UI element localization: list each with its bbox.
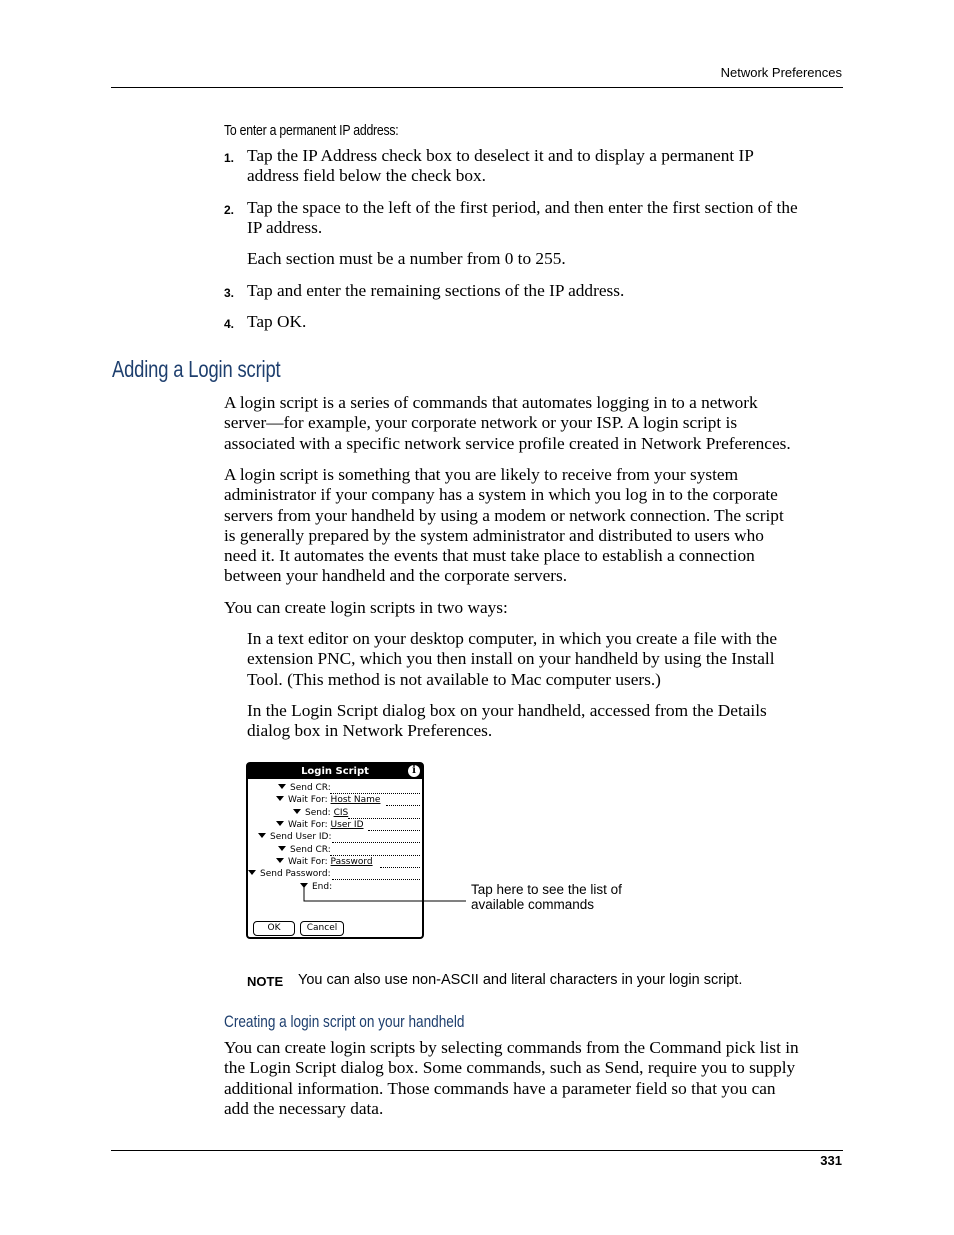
step-text: Tap OK.	[247, 312, 307, 331]
dropdown-arrow-icon[interactable]	[248, 870, 256, 875]
param-value: Password	[330, 857, 373, 867]
step-note: Each section must be a number from 0 to 255.	[247, 249, 566, 268]
step-text: Tap and enter the remaining sections of the IP address.	[247, 281, 625, 300]
step-number: 1.	[224, 151, 235, 165]
subsection-heading: Creating a login script on your handheld	[224, 1012, 465, 1031]
param-field[interactable]	[386, 805, 420, 806]
dialog-title-bar	[248, 764, 422, 779]
script-row[interactable]: Wait For: User ID	[276, 819, 364, 831]
dropdown-arrow-icon[interactable]	[258, 833, 266, 838]
note-label: NOTE	[247, 974, 284, 989]
script-row[interactable]: Send Password:	[248, 868, 331, 880]
dropdown-arrow-icon[interactable]	[276, 858, 284, 863]
param-value: Host Name	[330, 795, 381, 805]
param-field[interactable]	[368, 830, 420, 831]
step-number: 2.	[224, 203, 235, 217]
paragraph: You can create login scripts in two ways:	[224, 598, 508, 617]
paragraph: A login script is something that you are likely to receive from your system administrator if your company has a system in which you log in to the corporate servers from your handheld by using a modem or network connection. The script is generally prepared by the system administrator and distributed to users who need it. It automates the events that must take place to establish a connection between your handheld and the corporate servers.	[224, 465, 784, 586]
script-row[interactable]: Send CR:	[278, 844, 331, 856]
step-number: 4.	[224, 317, 235, 331]
step-text: Tap the space to the left of the first period, and then enter the first section of the IP address.	[247, 198, 798, 238]
dialog-title: Login Script	[301, 766, 369, 777]
param-value: CIS	[333, 808, 349, 818]
bullet-item: In a text editor on your desktop computer, in which you create a file with the extension PNC, which you then install on your handheld by using the Install Tool. (This method is not available to Mac computer users.)	[247, 629, 778, 689]
section-heading: Adding a Login script	[112, 356, 281, 382]
login-script-dialog	[246, 762, 424, 939]
script-row[interactable]: Send User ID:	[258, 831, 332, 843]
script-row[interactable]: End:	[300, 881, 332, 893]
dropdown-arrow-icon[interactable]	[293, 809, 301, 814]
step-number: 3.	[224, 286, 235, 300]
note-text: You can also use non-ASCII and literal characters in your login script.	[298, 972, 743, 988]
page-number: 331	[820, 1153, 842, 1168]
bullet-item: In the Login Script dialog box on your handheld, accessed from the Details dialog box in Network Preferences.	[247, 701, 767, 741]
callout-text: Tap here to see the list of available commands	[471, 882, 622, 912]
script-row[interactable]: Send: CIS	[293, 807, 348, 819]
dropdown-arrow-icon[interactable]	[278, 846, 286, 851]
script-row[interactable]: Send CR:	[278, 782, 331, 794]
param-field[interactable]	[332, 842, 420, 843]
info-icon[interactable]: i	[408, 765, 420, 777]
param-field[interactable]	[380, 867, 420, 868]
dropdown-arrow-icon[interactable]	[278, 784, 286, 789]
dropdown-arrow-icon[interactable]	[276, 796, 284, 801]
paragraph: A login script is a series of commands that automates logging in to a network server—for example, your corporate network or your ISP. A login script is associated with a specific network service profile created in Network Preferences.	[224, 393, 791, 453]
running-header: Network Preferences	[720, 65, 842, 80]
cancel-button[interactable]: Cancel	[300, 921, 344, 936]
paragraph: You can create login scripts by selecting commands from the Command pick list in the Login Script dialog box. Some commands, such as Send, require you to supply additional information. Those commands have a parameter field so that you can add the necessary data.	[224, 1038, 799, 1118]
script-row[interactable]: Wait For: Host Name	[276, 794, 380, 806]
param-value: User ID	[330, 820, 364, 830]
header-rule	[111, 87, 843, 88]
step-text: Tap the IP Address check box to deselect it and to display a permanent IP address field below the check box.	[247, 146, 754, 186]
script-row[interactable]: Wait For: Password	[276, 856, 373, 868]
ok-button[interactable]: OK	[253, 921, 295, 936]
procedure-title: To enter a permanent IP address:	[224, 122, 399, 139]
callout-leader-line	[300, 880, 470, 906]
dropdown-arrow-icon[interactable]	[276, 821, 284, 826]
footer-rule	[111, 1150, 843, 1151]
